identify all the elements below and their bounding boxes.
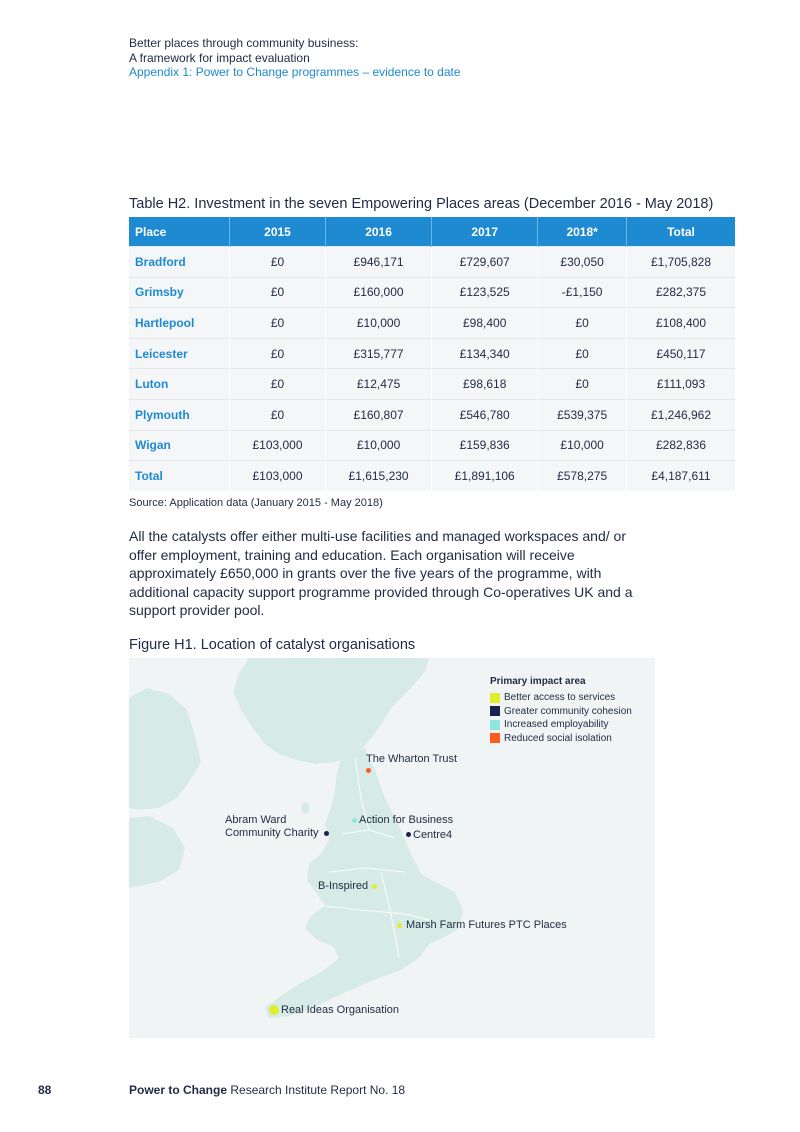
value-cell: £160,807 [326,399,432,430]
header-title-line-2: A framework for impact evaluation [129,50,310,65]
legend-item-employability [490,718,632,732]
marker-b-inspired [372,884,377,889]
marker-real-ideas [269,1005,279,1015]
label-real-ideas: Real Ideas Organisation [281,1004,400,1016]
legend-item-services [490,691,632,705]
legend-swatch-cohesion [490,706,500,716]
value-cell: £103,000 [230,430,326,461]
value-cell: £10,000 [538,430,627,461]
table-row [129,247,735,278]
table-title: Table H2. Investment in the seven Empowering Places areas (December 2016 - May 2018) [129,196,714,212]
value-cell: £0 [230,277,326,308]
value-cell: £1,891,106 [432,461,538,491]
value-cell: £282,836 [627,430,736,461]
table-source: Source: Application data (January 2015 - May 2018) [129,497,383,509]
table-row [129,308,735,339]
isle-of-man [301,802,309,814]
value-cell: £108,400 [627,308,736,339]
figure-title: Figure H1. Location of catalyst organisations [129,637,416,653]
label-centre4: Centre4 [413,829,453,841]
value-cell: £282,375 [627,277,736,308]
legend-item-isolation [490,732,632,746]
value-cell: £0 [230,308,326,339]
impact-legend [490,676,632,745]
footer-report-title: Research Institute Report No. 18 [227,1083,406,1097]
label-marsh-farm: Marsh Farm Futures PTC Places [406,919,567,931]
marker-centre4 [406,832,411,837]
place-cell: Wigan [129,430,230,461]
legend-item-cohesion [490,705,632,719]
investment-table [129,217,735,491]
legend-swatch-isolation [490,733,500,743]
column-header-1: 2015 [230,217,326,247]
legend-title: Primary impact area [490,676,586,687]
page-number: 88 [38,1083,52,1097]
place-cell: Leicester [129,338,230,369]
scotland-landmass [233,658,429,764]
marker-action-for-business [352,818,357,823]
value-cell: £1,705,828 [627,247,736,278]
marker-wharton-trust [366,768,371,773]
value-cell: £0 [230,369,326,400]
body-paragraph: All the catalysts offer either multi-use facilities and managed workspaces and/ or offer employment, training and education. Each organisation will receive approximately £650,000 in grants over the five years of the programme, with additional capacity support programme provided through Co-operatives UK and a support provider pool. [129,528,633,619]
column-header-2: 2016 [326,217,432,247]
place-cell: Grimsby [129,277,230,308]
legend-swatch-services [490,693,500,703]
legend-label-employability: Increased employability [504,719,609,731]
place-cell: Hartlepool [129,308,230,339]
legend-label-cohesion: Greater community cohesion [504,705,632,717]
table-row [129,461,735,491]
label-b-inspired: B-Inspired [318,880,369,892]
label-wharton-trust: The Wharton Trust [366,753,458,765]
value-cell: £1,246,962 [627,399,736,430]
value-cell: £450,117 [627,338,736,369]
report-footer [129,1083,405,1097]
ireland-landmass [129,688,201,810]
running-header [129,36,461,80]
value-cell: £0 [538,308,627,339]
place-cell: Total [129,461,230,491]
table-row [129,338,735,369]
label-abram-ward-line-1: Abram Ward [225,814,287,826]
marker-abram-ward [324,831,329,836]
legend-swatch-employability [490,720,500,730]
value-cell: £159,836 [432,430,538,461]
value-cell: £0 [230,338,326,369]
value-cell: £0 [538,369,627,400]
footer-brand: Power to Change [129,1083,228,1097]
value-cell: £10,000 [326,308,432,339]
value-cell: £103,000 [230,461,326,491]
legend-label-services: Better access to services [504,692,616,704]
value-cell: £4,187,611 [627,461,736,491]
table-row [129,277,735,308]
ireland-south-landmass [129,816,185,888]
legend-label-isolation: Reduced social isolation [504,732,612,744]
table-row [129,369,735,400]
value-cell: £134,340 [432,338,538,369]
value-cell: £539,375 [538,399,627,430]
table-header-row [129,217,735,247]
column-header-4: 2018* [538,217,627,247]
value-cell: £315,777 [326,338,432,369]
value-cell: £98,400 [432,308,538,339]
table-row [129,430,735,461]
value-cell: £729,607 [432,247,538,278]
column-header-3: 2017 [432,217,538,247]
value-cell: £12,475 [326,369,432,400]
label-action-for-business: Action for Business [359,814,454,826]
header-section-line: Appendix 1: Power to Change programmes – evidence to date [129,65,461,79]
value-cell: £98,618 [432,369,538,400]
value-cell: £123,525 [432,277,538,308]
marker-marsh-farm [397,923,402,928]
value-cell: -£1,150 [538,277,627,308]
value-cell: £1,615,230 [326,461,432,491]
place-cell: Bradford [129,247,230,278]
value-cell: £0 [538,338,627,369]
table-body [129,247,735,491]
value-cell: £111,093 [627,369,736,400]
value-cell: £946,171 [326,247,432,278]
column-header-5: Total [627,217,736,247]
value-cell: £0 [230,247,326,278]
value-cell: £30,050 [538,247,627,278]
value-cell: £546,780 [432,399,538,430]
column-header-0: Place [129,217,230,247]
value-cell: £160,000 [326,277,432,308]
label-abram-ward-line-2: Community Charity [225,827,319,839]
place-cell: Luton [129,369,230,400]
header-title-line-1: Better places through community business: [129,36,359,50]
value-cell: £10,000 [326,430,432,461]
place-cell: Plymouth [129,399,230,430]
value-cell: £578,275 [538,461,627,491]
value-cell: £0 [230,399,326,430]
catalyst-map [129,658,655,1038]
table-row [129,399,735,430]
